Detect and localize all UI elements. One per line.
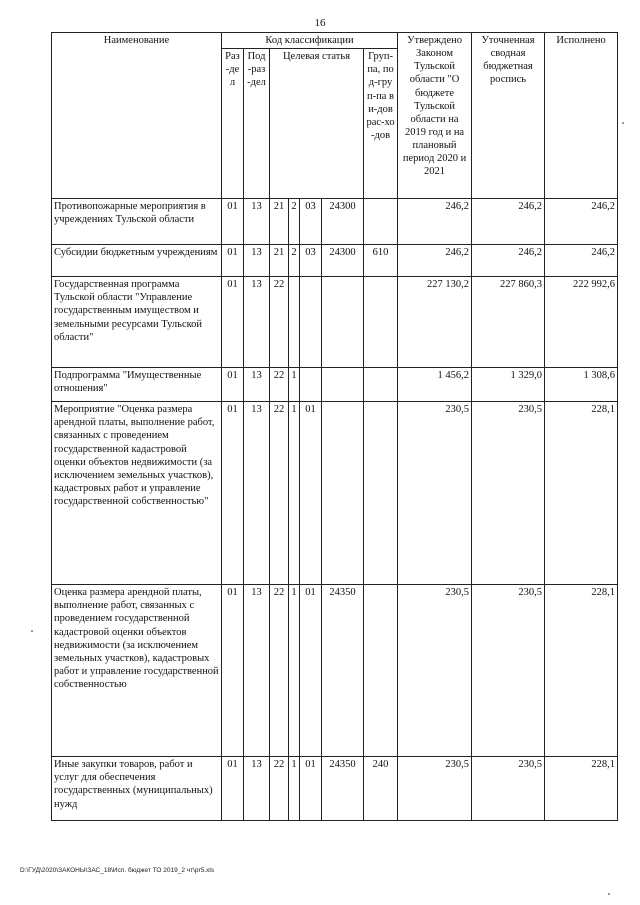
row-executed: 228,1 bbox=[545, 402, 618, 585]
row-approved: 246,2 bbox=[398, 199, 472, 245]
row-expense-type bbox=[364, 585, 398, 757]
row-name: Мероприятие "Оценка размера арендной платы, выполнение работ, связанных с проведением государственной кадастровой оценки объектов недвижимости (за исключением земельных участков), кадастровых работ и управление государственной собственностью" bbox=[52, 402, 222, 585]
row-executed: 246,2 bbox=[545, 245, 618, 277]
row-section: 01 bbox=[222, 402, 244, 585]
row-subsection: 13 bbox=[244, 402, 270, 585]
table-row bbox=[52, 402, 618, 585]
row-subsection: 13 bbox=[244, 368, 270, 402]
row-section: 01 bbox=[222, 757, 244, 821]
row-subsection: 13 bbox=[244, 277, 270, 368]
row-approved: 227 130,2 bbox=[398, 277, 472, 368]
row-name: Субсидии бюджетным учреждениям bbox=[52, 245, 222, 277]
row-program: 22 bbox=[270, 277, 289, 368]
scan-speck bbox=[608, 893, 610, 895]
row-subsection: 13 bbox=[244, 585, 270, 757]
row-section: 01 bbox=[222, 245, 244, 277]
row-program: 22 bbox=[270, 757, 289, 821]
row-executed: 1 308,6 bbox=[545, 368, 618, 402]
row-subsection: 13 bbox=[244, 245, 270, 277]
row-refined: 246,2 bbox=[472, 199, 545, 245]
row-event: 03 bbox=[300, 199, 322, 245]
row-refined: 230,5 bbox=[472, 402, 545, 585]
row-approved: 230,5 bbox=[398, 585, 472, 757]
row-event: 01 bbox=[300, 585, 322, 757]
header-expense-group: Груп-па, под-груп-па ви-дов рас-хо-дов bbox=[364, 49, 398, 199]
row-section: 01 bbox=[222, 585, 244, 757]
row-direction bbox=[322, 402, 364, 585]
budget-table bbox=[51, 32, 618, 821]
row-subprogram: 1 bbox=[289, 757, 300, 821]
page-number: 16 bbox=[314, 17, 326, 29]
row-subprogram: 2 bbox=[289, 245, 300, 277]
row-program: 22 bbox=[270, 585, 289, 757]
row-program: 22 bbox=[270, 368, 289, 402]
row-approved: 1 456,2 bbox=[398, 368, 472, 402]
header-executed: Исполнено bbox=[545, 33, 618, 199]
scan-speck bbox=[622, 122, 624, 124]
row-expense-type bbox=[364, 402, 398, 585]
header-target-item: Целевая статья bbox=[270, 49, 364, 199]
row-name: Оценка размера арендной платы, выполнение работ, связанных с проведением государственной кадастровой оценки объектов недвижимости (за исключением земельных участков), кадастровых работ и управление государственной собственностью bbox=[52, 585, 222, 757]
row-direction: 24350 bbox=[322, 585, 364, 757]
row-event: 01 bbox=[300, 402, 322, 585]
table-row bbox=[52, 277, 618, 368]
row-expense-type: 240 bbox=[364, 757, 398, 821]
header-approved: Утверждено Законом Тульской области "О бюджете Тульской области на 2019 год и на плановый период 2020 и 2021 bbox=[398, 33, 472, 199]
row-executed: 228,1 bbox=[545, 585, 618, 757]
header-section: Раз-дел bbox=[222, 49, 244, 199]
row-expense-type bbox=[364, 277, 398, 368]
row-section: 01 bbox=[222, 368, 244, 402]
header-classification: Код классификации bbox=[222, 33, 398, 49]
table-row bbox=[52, 368, 618, 402]
row-name: Противопожарные мероприятия в учреждениях Тульской области bbox=[52, 199, 222, 245]
scan-speck bbox=[31, 630, 33, 632]
row-event: 01 bbox=[300, 757, 322, 821]
header-subsection: Под-раз-дел bbox=[244, 49, 270, 199]
row-approved: 230,5 bbox=[398, 402, 472, 585]
row-event bbox=[300, 277, 322, 368]
row-name: Государственная программа Тульской области "Управление государственным имуществом и земельными ресурсами Тульской области" bbox=[52, 277, 222, 368]
header-name: Наименование bbox=[52, 33, 222, 199]
file-path-footer: D:\ГУД\2020\ЗАКОНЫ\ЗАС_18\Исп. бюджет ТО 2019_2 чт\pr5.xls bbox=[20, 867, 215, 874]
row-subsection: 13 bbox=[244, 757, 270, 821]
row-refined: 230,5 bbox=[472, 757, 545, 821]
row-direction: 24300 bbox=[322, 199, 364, 245]
table-row bbox=[52, 585, 618, 757]
row-expense-type bbox=[364, 199, 398, 245]
row-approved: 246,2 bbox=[398, 245, 472, 277]
row-program: 22 bbox=[270, 402, 289, 585]
table-row bbox=[52, 245, 618, 277]
row-program: 21 bbox=[270, 199, 289, 245]
row-name: Подпрограмма "Имущественные отношения" bbox=[52, 368, 222, 402]
row-subprogram: 1 bbox=[289, 585, 300, 757]
row-executed: 222 992,6 bbox=[545, 277, 618, 368]
row-subprogram: 2 bbox=[289, 199, 300, 245]
row-expense-type: 610 bbox=[364, 245, 398, 277]
row-subprogram: 1 bbox=[289, 402, 300, 585]
row-section: 01 bbox=[222, 277, 244, 368]
header-refined: Уточненная сводная бюджетная роспись bbox=[472, 33, 545, 199]
table-row bbox=[52, 757, 618, 821]
row-approved: 230,5 bbox=[398, 757, 472, 821]
row-refined: 246,2 bbox=[472, 245, 545, 277]
table-row bbox=[52, 199, 618, 245]
row-event bbox=[300, 368, 322, 402]
row-direction bbox=[322, 277, 364, 368]
row-expense-type bbox=[364, 368, 398, 402]
row-executed: 246,2 bbox=[545, 199, 618, 245]
row-refined: 227 860,3 bbox=[472, 277, 545, 368]
row-section: 01 bbox=[222, 199, 244, 245]
row-refined: 1 329,0 bbox=[472, 368, 545, 402]
row-subprogram: 1 bbox=[289, 368, 300, 402]
row-name: Иные закупки товаров, работ и услуг для обеспечения государственных (муниципальных) нужд bbox=[52, 757, 222, 821]
row-subsection: 13 bbox=[244, 199, 270, 245]
row-direction bbox=[322, 368, 364, 402]
row-direction: 24350 bbox=[322, 757, 364, 821]
row-refined: 230,5 bbox=[472, 585, 545, 757]
row-direction: 24300 bbox=[322, 245, 364, 277]
row-program: 21 bbox=[270, 245, 289, 277]
row-executed: 228,1 bbox=[545, 757, 618, 821]
row-subprogram bbox=[289, 277, 300, 368]
header-row-1 bbox=[52, 33, 618, 49]
row-event: 03 bbox=[300, 245, 322, 277]
